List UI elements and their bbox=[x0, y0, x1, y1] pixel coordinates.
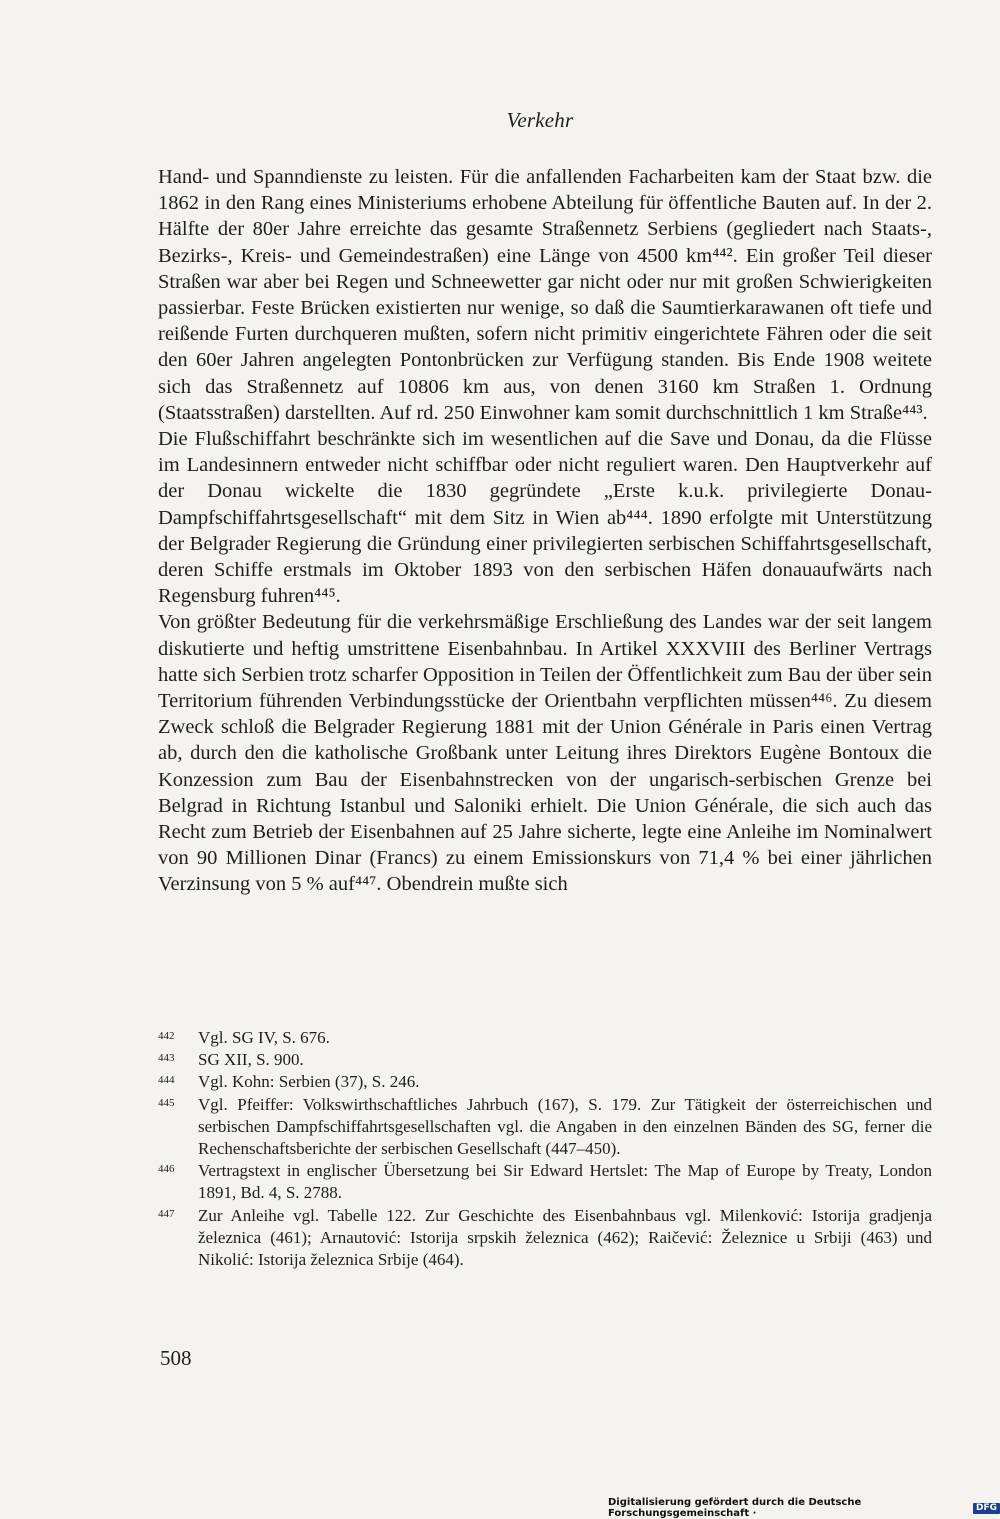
page-number: 508 bbox=[160, 1346, 192, 1370]
footnote-445 bbox=[158, 1094, 932, 1161]
footnote-number: 443 bbox=[158, 1052, 175, 1065]
footnote-number: 444 bbox=[158, 1074, 175, 1087]
paragraph-roads: Hand- und Spanndienste zu leisten. Für die anfallenden Facharbeiten kam der Staat bzw. die 1862 in den Rang eines Ministeriums erhobene Abteilung für öffentliche Bauten auf. In der 2. Hälfte der 80er Jahre erreichte das gesamte Straßennetz Serbiens (gegliedert nach Staats-, Bezirks-, Kreis- und Gemeindestraßen) eine Länge von 4500 km⁴⁴². Ein großer Teil dieser Straßen war aber bei Regen und Schneewetter gar nicht oder nur mit großen Schwierigkeiten passierbar. Feste Brücken existierten nur wenige, so daß die Saumtierkarawanen oft tiefe und reißende Furten durchqueren mußten, sofern nicht primitiv eingerichtete Fähren oder die seit den 60er Jahren angelegten Pontonbrücken zur Verfügung standen. Bis Ende 1908 weitete sich das Straßennetz auf 10806 km aus, von denen 3160 km Straßen 1. Ordnung (Staatsstraßen) darstellten. Auf rd. 250 Einwohner kam somit durchschnittlich 1 km Straße⁴⁴³. bbox=[158, 166, 932, 424]
footnote-number: 446 bbox=[158, 1163, 175, 1176]
footnote-444 bbox=[158, 1071, 932, 1093]
footnote-text: SG XII, S. 900. bbox=[198, 1050, 304, 1070]
footnote-text: Zur Anleihe vgl. Tabelle 122. Zur Geschichte des Eisenbahnbaus vgl. Milenković: Istorija gradjenja železnica (461); Arnautović: Istorija srpskih železnica (462); Raičević: Železnice u Srbiji (463) und Nikolić: Istorija železnica Srbije (464). bbox=[198, 1205, 932, 1270]
footnote-text: Vgl. SG IV, S. 676. bbox=[198, 1028, 330, 1047]
main-text bbox=[158, 164, 932, 898]
footnote-446 bbox=[158, 1160, 932, 1204]
footnote-447 bbox=[158, 1205, 932, 1272]
footnotes bbox=[158, 1027, 932, 1271]
footnote-text: Vgl. Pfeiffer: Volkswirthschaftliches Jahrbuch (167), S. 179. Zur Tätigkeit der österreichischen und serbischen Dampfschiffahrtsgesellschaften vgl. die Angaben in den einzelnen Bänden des SG, ferner die Rechenschaftsberichte der serbischen Gesellschaft (447–450). bbox=[198, 1094, 932, 1159]
paragraph-river-shipping: Die Flußschiffahrt beschränkte sich im wesentlichen auf die Save und Donau, da die Flüsse im Landesinnern entweder nicht schiffbar oder nicht reguliert waren. Den Hauptverkehr auf der Donau wickelte die 1830 gegründete „Erste k.u.k. privilegierte Donau-Dampfschiffahrtsgesellschaft“ mit dem Sitz in Wien ab⁴⁴⁴. 1890 erfolgte mit Unterstützung der Belgrader Regierung die Gründung einer privilegierten serbischen Schiffahrtsgesellschaft, deren Schiffe erstmals im Oktober 1893 von den serbischen Häfen donauaufwärts nach Regensburg fuhren⁴⁴⁵. bbox=[158, 428, 932, 608]
footer-text: Digitalisierung gefördert durch die Deutsche Forschungsgemeinschaft · bbox=[608, 1497, 862, 1519]
footnote-443 bbox=[158, 1049, 932, 1071]
footnote-number: 447 bbox=[158, 1207, 175, 1220]
running-head: Verkehr bbox=[506, 108, 574, 132]
dfg-logo-icon: DFG bbox=[973, 1503, 1000, 1514]
footnote-text: Vertragstext in englischer Übersetzung bei Sir Edward Hertslet: The Map of Europe by Treaty, London 1891, Bd. 4, S. 2788. bbox=[198, 1161, 932, 1203]
digitization-footer bbox=[608, 1497, 1000, 1519]
paragraph-railway: Von größter Bedeutung für die verkehrsmäßige Erschließung des Landes war der seit langem diskutierte und heftig umstrittene Eisenbahnbau. In Artikel XXXVIII des Berliner Vertrags hatte sich Serbien trotz scharfer Opposition in Teilen der Öffentlichkeit zum Bau der über sein Territorium führenden Verbindungsstücke der Orientbahn verpflichten müssen⁴⁴⁶. Zu diesem Zweck schloß die Belgrader Regierung 1881 mit der Union Générale in Paris einen Vertrag ab, durch den die katholische Großbank unter Leitung ihres Direktors Eugène Bontoux die Konzession zum Bau der Eisenbahnstrecken von der ungarisch-serbischen Grenze bei Belgrad in Richtung Istanbul und Saloniki erhielt. Die Union Générale, die sich auch das Recht zum Betrieb der Eisenbahnen auf 25 Jahre sicherte, legte eine Anleihe im Nominalwert von 90 Millionen Dinar (Francs) zu einem Emissionskurs von 71,4 % bei einer jährlichen Verzinsung von 5 % auf⁴⁴⁷. Obendrein mußte sich bbox=[158, 611, 932, 896]
footnote-text: Vgl. Kohn: Serbien (37), S. 246. bbox=[198, 1072, 420, 1092]
footnote-number: 442 bbox=[158, 1030, 175, 1042]
footnote-442 bbox=[158, 1027, 932, 1049]
footnote-number: 445 bbox=[158, 1096, 175, 1109]
